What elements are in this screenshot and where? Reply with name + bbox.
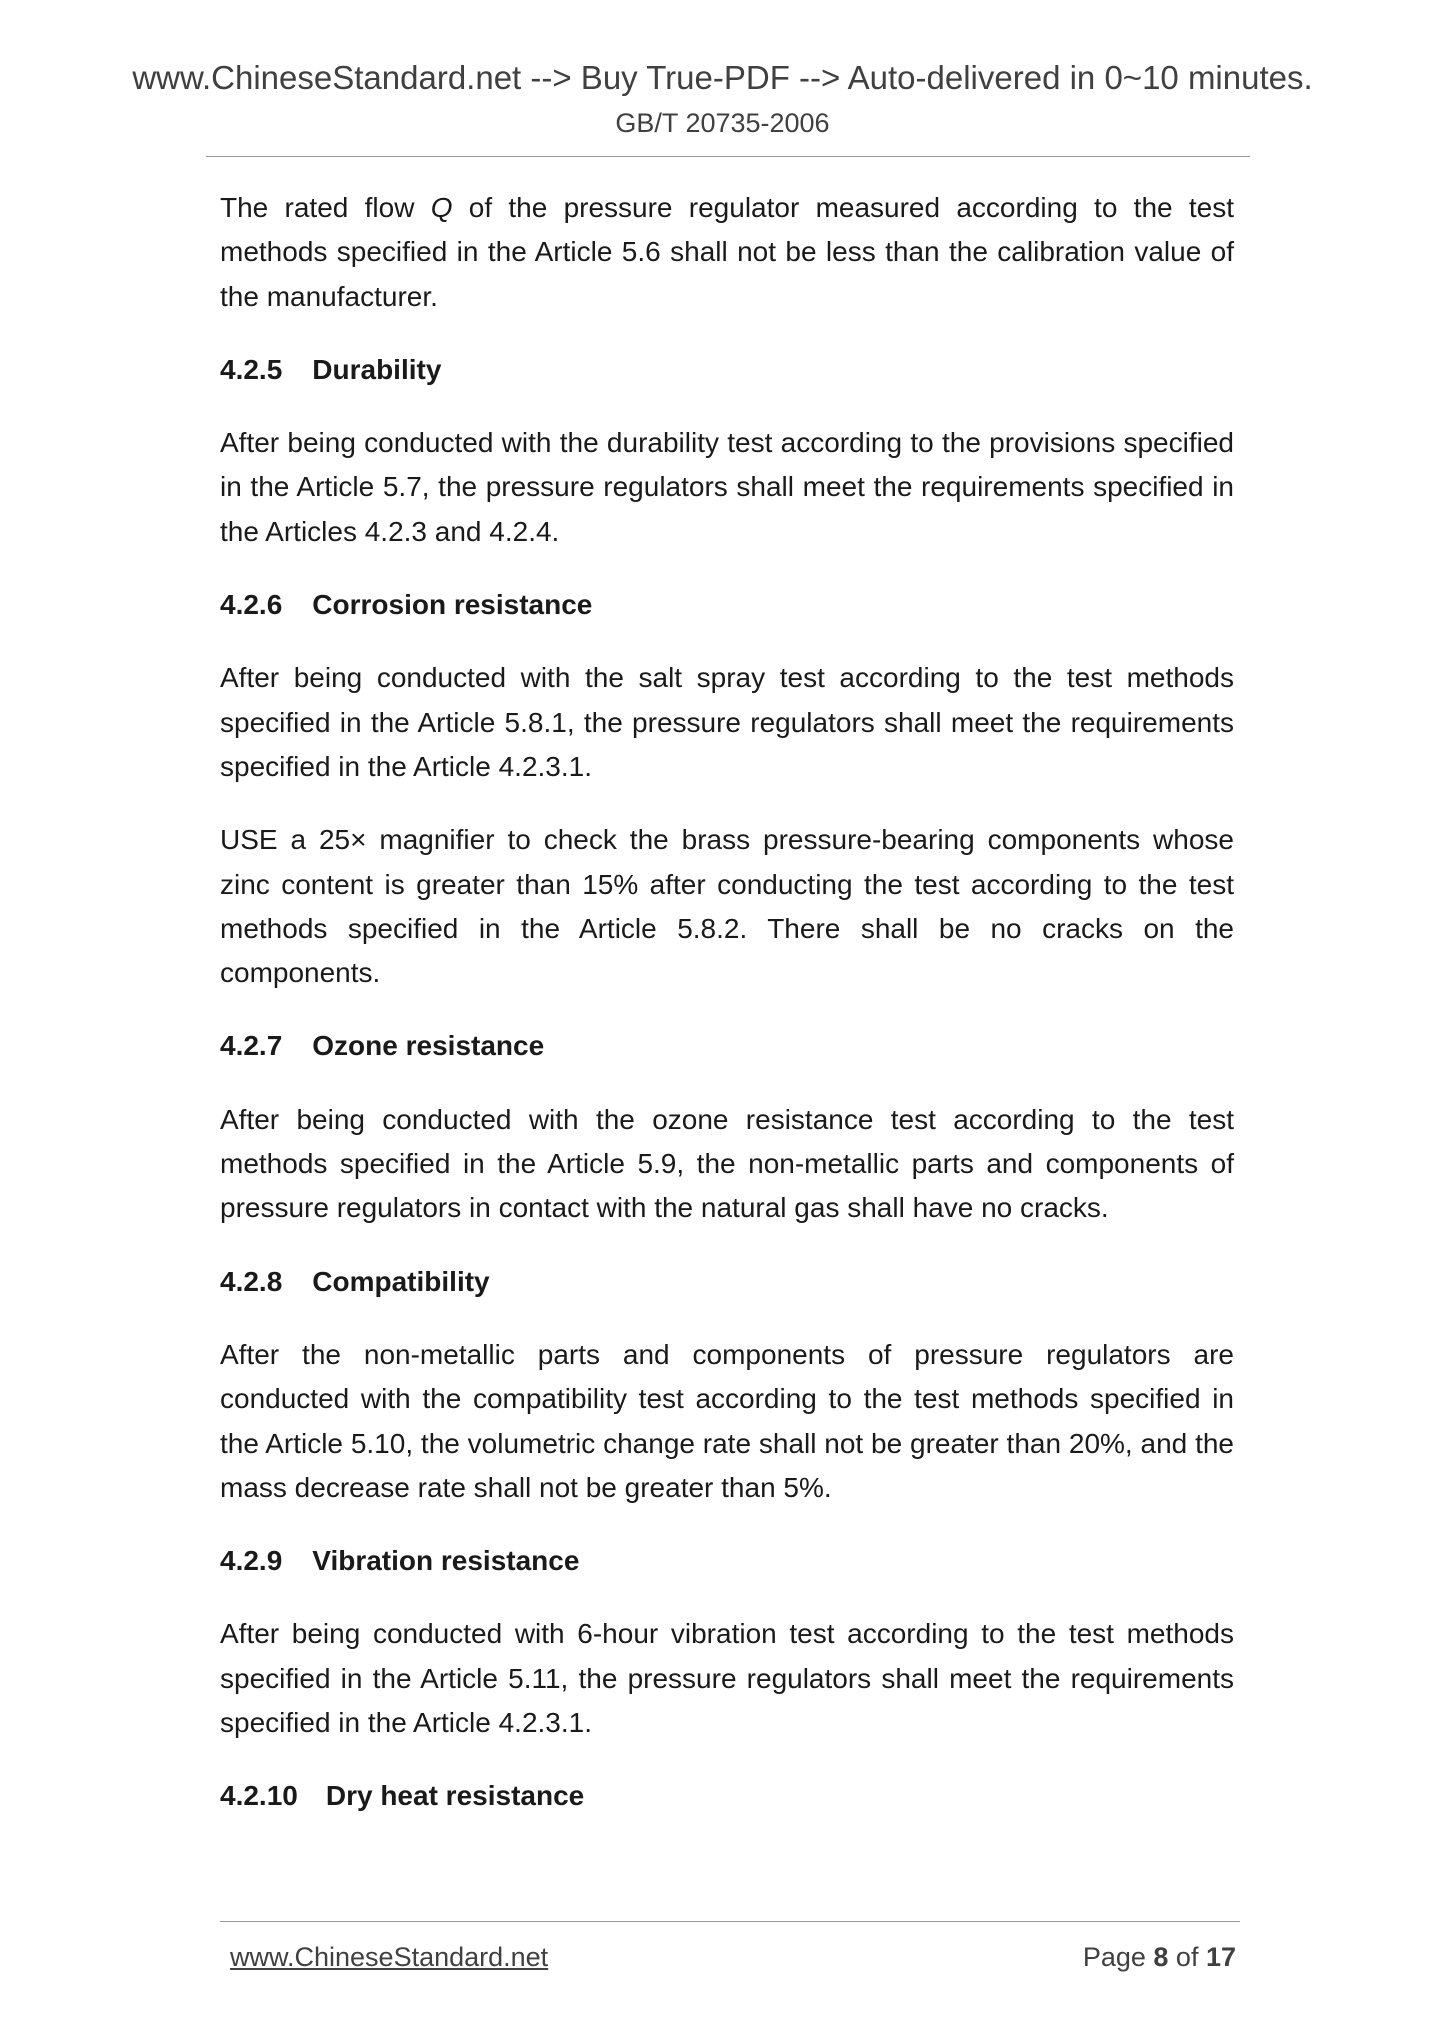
section-number: 4.2.8 xyxy=(220,1265,283,1297)
section-number: 4.2.7 xyxy=(220,1030,283,1062)
page-of-label: of xyxy=(1168,1942,1206,1972)
corrosion-paragraph-2: USE a 25× magnifier to check the brass pressure-bearing components whose zinc content is greater than 15% after conducting the test according to the test methods specified in the Article 5.8.2. There shall be no cracks on the components. xyxy=(220,824,1234,989)
page-content xyxy=(220,186,1234,1848)
section-heading-4-2-8 xyxy=(220,1260,1234,1304)
intro-text-start: The rated flow xyxy=(220,192,431,223)
page-indicator xyxy=(1083,1940,1236,1974)
compatibility-paragraph: After the non-metallic parts and components of pressure regulators are conducted with the compatibility test according to the test methods specified in the Article 5.10, the volumetric change rate shall not be greater than 20%, and the mass decrease rate shall not be greater than 5%. xyxy=(220,1338,1234,1503)
section-heading-4-2-6 xyxy=(220,583,1234,627)
corrosion-paragraph-1: After being conducted with the salt spray test according to the test methods specified in the Article 5.8.1, the pressure regulators shall meet the requirements specified in the Article 4.2.3.1. xyxy=(220,662,1234,782)
footer-website-link[interactable]: www.ChineseStandard.net xyxy=(230,1942,549,1972)
current-page-number: 8 xyxy=(1153,1942,1169,1972)
section-title: Compatibility xyxy=(312,1265,490,1297)
section-heading-4-2-10 xyxy=(220,1774,1234,1818)
section-number: 4.2.10 xyxy=(220,1780,298,1812)
footer-divider xyxy=(220,1921,1240,1922)
document-code: GB/T 20735-2006 xyxy=(615,108,830,138)
intro-paragraph xyxy=(220,186,1234,319)
vibration-paragraph: After being conducted with 6-hour vibration test according to the test methods specified in the Article 5.11, the pressure regulators shall meet the requirements specified in the Article 4.2.3.1. xyxy=(220,1618,1234,1739)
section-number: 4.2.9 xyxy=(220,1545,283,1577)
header-divider xyxy=(206,156,1250,157)
section-title: Dry heat resistance xyxy=(325,1780,585,1812)
section-number: 4.2.6 xyxy=(220,589,283,621)
flow-variable: Q xyxy=(430,192,453,223)
page-label: Page xyxy=(1082,1942,1154,1972)
section-heading-4-2-5 xyxy=(220,348,1234,392)
section-title: Vibration resistance xyxy=(312,1545,580,1577)
intro-text-end: of the pressure regulator measured according to the test methods specified in the Article 5.6 shall not be less than the calibration value of the manufacturer. xyxy=(220,192,1234,312)
section-title: Corrosion resistance xyxy=(312,589,593,621)
ozone-paragraph: After being conducted with the ozone resistance test according to the test methods specified in the Article 5.9, the non-metallic parts and components of pressure regulators in contact with the natural gas shall have no cracks. xyxy=(220,1103,1234,1224)
section-title: Durability xyxy=(312,353,442,385)
header-banner: www.ChineseStandard.net --> Buy True-PDF --> Auto-delivered in 0~10 minutes. xyxy=(132,59,1313,96)
durability-paragraph: After being conducted with the durability test according to the provisions specified in the Article 5.7, the pressure regulators shall meet the requirements specified in the Articles 4.2.3 and 4.2.4. xyxy=(220,427,1234,547)
total-page-number: 17 xyxy=(1205,1942,1236,1972)
section-heading-4-2-9 xyxy=(220,1539,1234,1583)
section-number: 4.2.5 xyxy=(220,353,283,385)
section-heading-4-2-7 xyxy=(220,1024,1234,1068)
section-title: Ozone resistance xyxy=(312,1030,545,1062)
